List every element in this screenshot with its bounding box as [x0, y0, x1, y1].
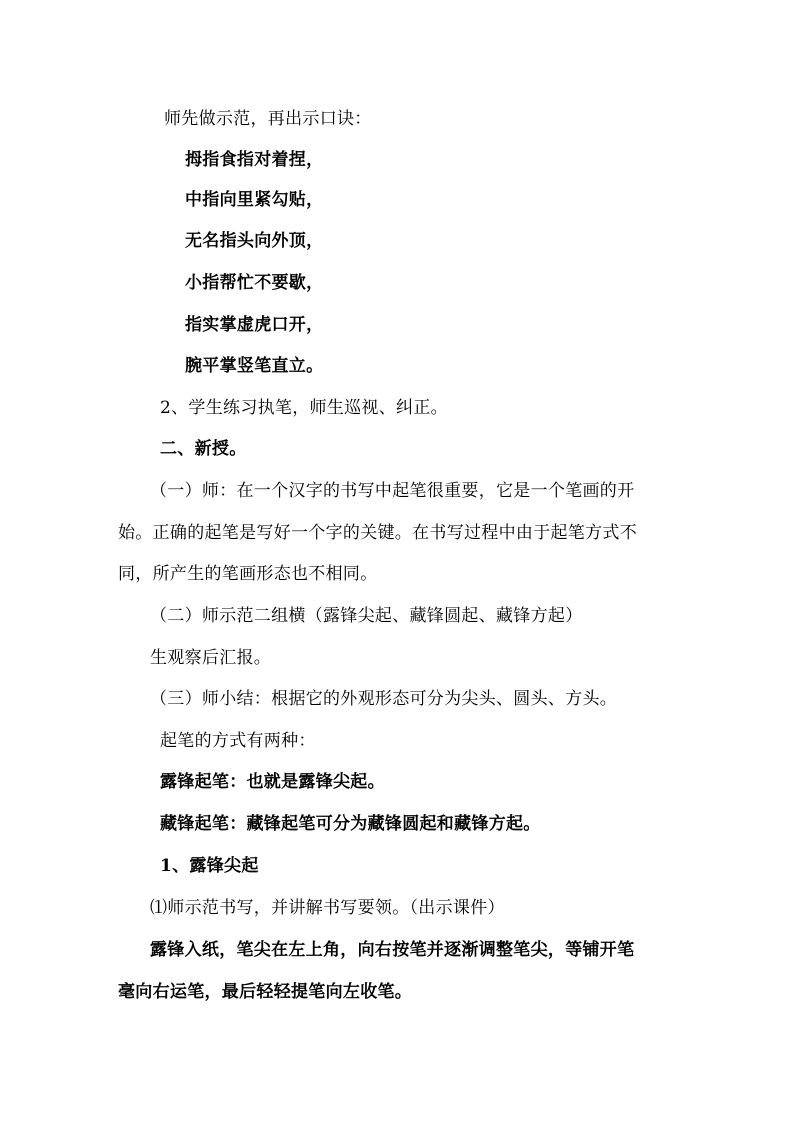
paragraph-line: （三）师小结：根据它的外观形态可分为尖头、圆头、方头。 — [150, 689, 618, 709]
definition-line: 露锋起笔：也就是露锋尖起。 — [160, 772, 385, 792]
paragraph-line: ⑴师示范书写，并讲解书写要领。（出示课件） — [150, 898, 505, 918]
paragraph-line: （二）师示范二组横（露锋尖起、藏锋圆起、藏锋方起） — [150, 606, 583, 626]
verse-line-1: 拇指食指对着捏， — [185, 150, 324, 170]
paragraph-line: 始。正确的起笔是写好一个字的关键。在书写过程中由于起笔方式不 — [118, 523, 637, 543]
instruction-line: 毫向右运笔，最后轻轻提笔向左收笔。 — [118, 982, 413, 1002]
paragraph-line: 同，所产生的笔画形态也不相同。 — [118, 564, 378, 584]
verse-line-6: 腕平掌竖笔直立。 — [185, 356, 324, 376]
instruction-line: 露锋入纸，笔尖在左上角，向右按笔并逐渐调整笔尖，等铺开笔 — [150, 940, 635, 960]
subheading: 1、露锋尖起 — [160, 856, 259, 876]
verse-line-4: 小指帮忙不要歇， — [185, 273, 324, 293]
verse-line-5: 指实掌虚虎口开， — [185, 315, 324, 335]
paragraph-line: 生观察后汇报。 — [150, 648, 272, 668]
section-heading: 二、新授。 — [160, 439, 247, 459]
paragraph-line: 起笔的方式有两种： — [160, 731, 316, 751]
step-2-line: 2、学生练习执笔，师生巡视、纠正。 — [160, 398, 448, 418]
definition-line: 藏锋起笔：藏锋起笔可分为藏锋圆起和藏锋方起。 — [160, 814, 541, 834]
paragraph-line: （一）师：在一个汉字的书写中起笔很重要，它是一个笔画的开 — [150, 481, 635, 501]
verse-line-3: 无名指头向外顶， — [185, 231, 324, 251]
verse-line-2: 中指向里紧勾贴， — [185, 190, 324, 210]
intro-line: 师先做示范，再出示口诀： — [164, 109, 372, 129]
